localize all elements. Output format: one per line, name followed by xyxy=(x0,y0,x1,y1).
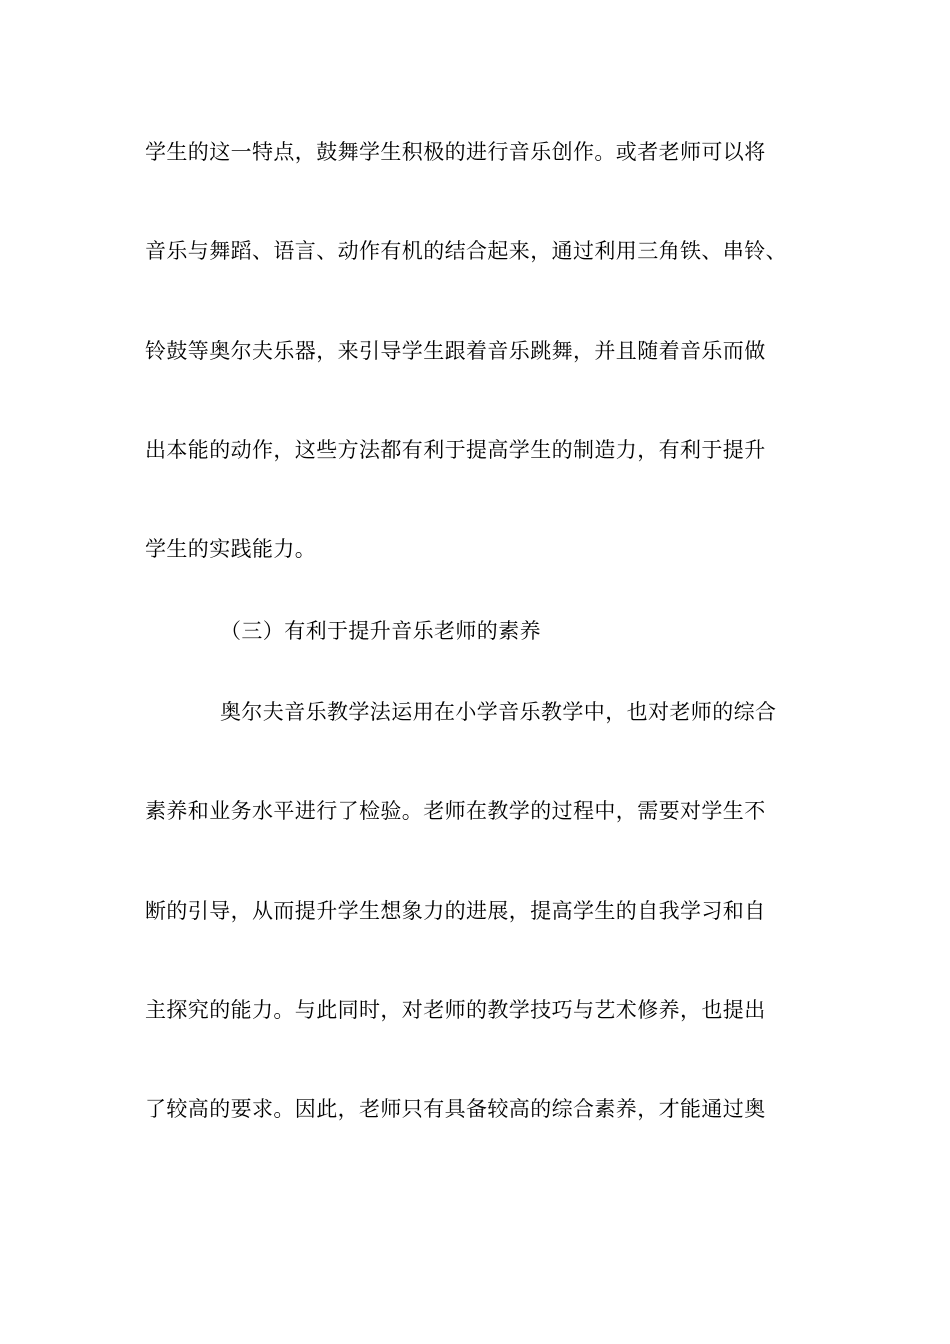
paragraph-line: 素养和业务水平进行了检验。老师在教学的过程中，需要对学生不 xyxy=(145,799,766,823)
paragraph-line: 学生的实践能力。 xyxy=(145,537,317,561)
paragraph-line: 奥尔夫音乐教学法运用在小学音乐教学中，也对老师的综合 xyxy=(220,700,777,724)
paragraph-line: 出本能的动作，这些方法都有利于提高学生的制造力，有利于提升 xyxy=(145,438,766,462)
paragraph-line: 学生的这一特点，鼓舞学生积极的进行音乐创作。或者老师可以将 xyxy=(145,140,766,164)
paragraph-line: 音乐与舞蹈、语言、动作有机的结合起来，通过利用三角铁、串铃、 xyxy=(145,239,787,263)
paragraph-line: 主探究的能力。与此同时，对老师的教学技巧与艺术修养，也提出 xyxy=(145,998,766,1022)
section-heading: （三）有利于提升音乐老师的素养 xyxy=(220,619,541,643)
paragraph-line: 断的引导，从而提升学生想象力的进展，提高学生的自我学习和自 xyxy=(145,899,766,923)
paragraph-line: 铃鼓等奥尔夫乐器，来引导学生跟着音乐跳舞，并且随着音乐而做 xyxy=(145,339,766,363)
paragraph-line: 了较高的要求。因此，老师只有具备较高的综合素养，才能通过奥 xyxy=(145,1097,766,1121)
